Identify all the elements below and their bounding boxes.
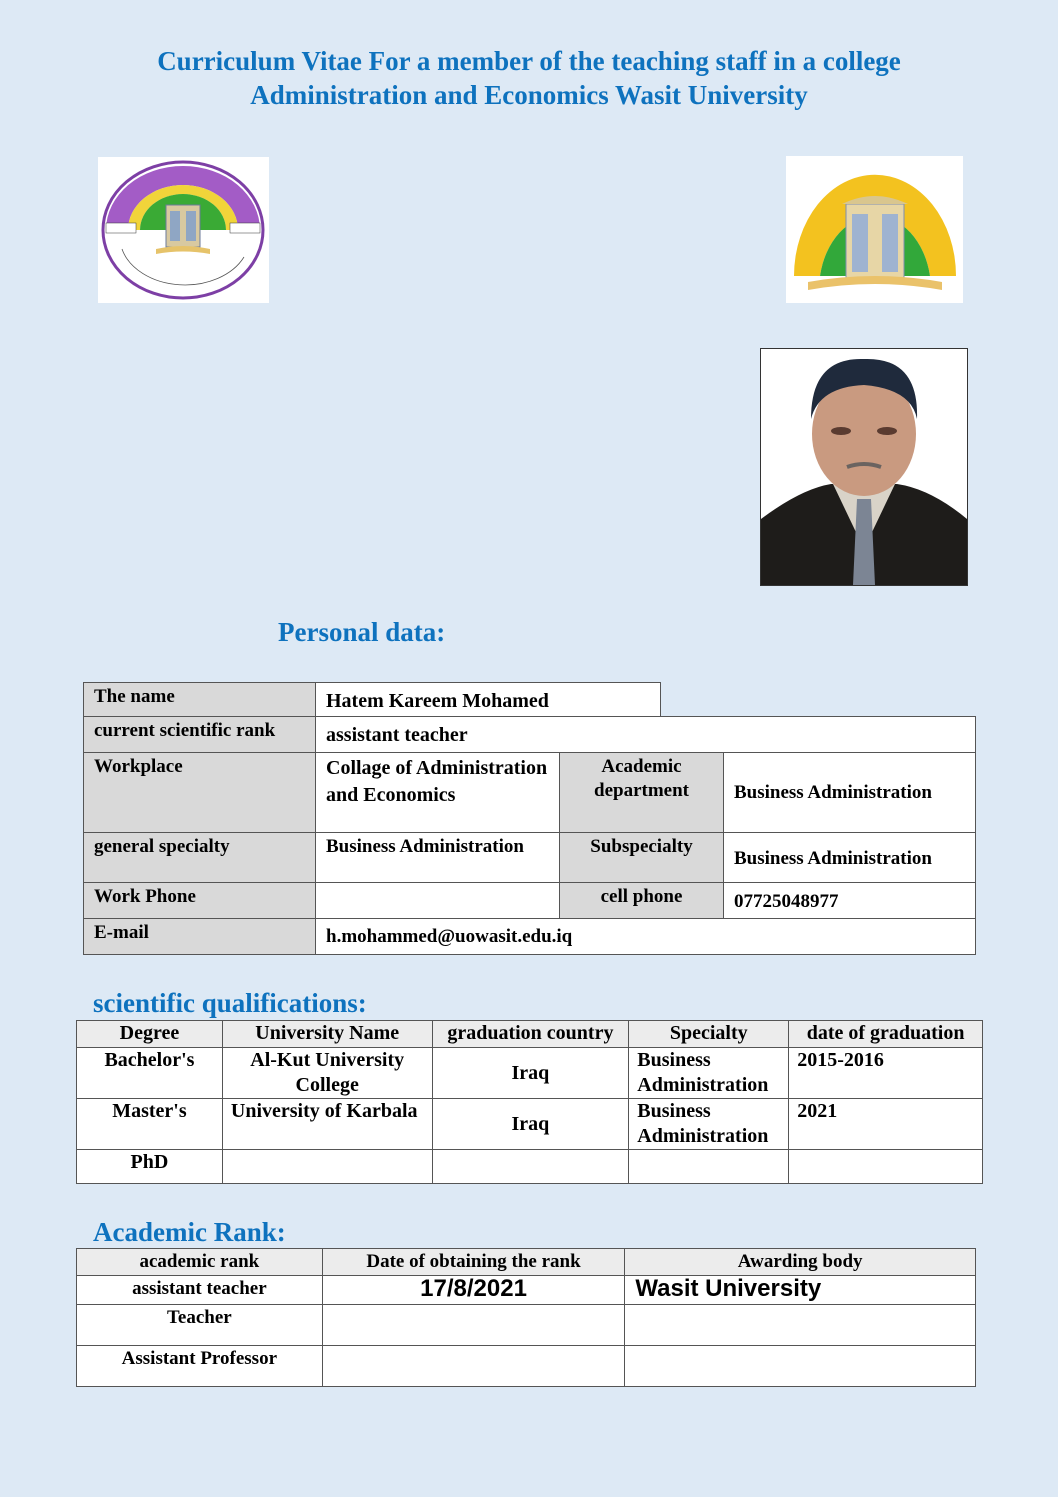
- qualifications-table: [76, 1020, 983, 1184]
- email-value: h.mohammed@uowasit.edu.iq: [315, 918, 976, 955]
- table-row: [77, 1305, 976, 1346]
- column-header-university: University Name: [222, 1021, 432, 1048]
- column-header-degree: Degree: [77, 1021, 223, 1048]
- rank-cell: Assistant Professor: [77, 1346, 323, 1387]
- degree-cell: Master's: [77, 1099, 223, 1150]
- column-header-rank-date: Date of obtaining the rank: [322, 1249, 625, 1276]
- workplace-value: Collage of Administration and Economics: [315, 752, 560, 833]
- table-row: [77, 1048, 983, 1099]
- document-title: [0, 44, 1058, 112]
- rank-cell: assistant teacher: [77, 1276, 323, 1305]
- specialty-cell: [629, 1150, 789, 1184]
- column-header-country: graduation country: [432, 1021, 629, 1048]
- title-line-1: Curriculum Vitae For a member of the teaching staff in a college: [157, 46, 901, 76]
- portrait-photo-icon: [760, 348, 968, 586]
- academic-department-label: Academic department: [559, 752, 724, 833]
- personal-data-heading: Personal data:: [278, 617, 446, 647]
- college-logo-icon: [98, 157, 269, 303]
- awarding-body-cell: [625, 1305, 976, 1346]
- academic-department-value: Business Administration: [723, 752, 976, 833]
- current-rank-label: current scientific rank: [83, 716, 316, 753]
- table-row: [77, 1346, 976, 1387]
- work-phone-value: [315, 882, 560, 919]
- subspecialty-label: Subspecialty: [559, 832, 724, 883]
- awarding-body-cell: Wasit University: [625, 1276, 976, 1305]
- date-cell: 2015-2016: [789, 1048, 983, 1099]
- university-cell: [222, 1150, 432, 1184]
- general-specialty-value: Business Administration: [315, 832, 560, 883]
- scientific-qualifications-heading: scientific qualifications:: [93, 988, 367, 1018]
- qualifications-header-row: [77, 1021, 983, 1048]
- country-cell: Iraq: [432, 1048, 629, 1099]
- university-cell: Al-Kut University College: [222, 1048, 432, 1099]
- rank-cell: Teacher: [77, 1305, 323, 1346]
- cell-phone-label: cell phone: [559, 882, 724, 919]
- workplace-label: Workplace: [83, 752, 316, 833]
- specialty-cell: Business Administration: [629, 1048, 789, 1099]
- rank-date-cell: [322, 1305, 625, 1346]
- awarding-body-cell: [625, 1346, 976, 1387]
- specialty-cell: Business Administration: [629, 1099, 789, 1150]
- general-specialty-label: general specialty: [83, 832, 316, 883]
- date-cell: 2021: [789, 1099, 983, 1150]
- academic-rank-heading: Academic Rank:: [93, 1217, 286, 1247]
- title-line-2: Administration and Economics Wasit University: [250, 80, 808, 110]
- degree-cell: Bachelor's: [77, 1048, 223, 1099]
- table-row: [77, 1276, 976, 1305]
- name-label: The name: [83, 682, 316, 717]
- email-label: E-mail: [83, 918, 316, 955]
- country-cell: [432, 1150, 629, 1184]
- column-header-awarding-body: Awarding body: [625, 1249, 976, 1276]
- rank-date-cell: [322, 1346, 625, 1387]
- cell-phone-value: 07725048977: [723, 882, 976, 919]
- column-header-date: date of graduation: [789, 1021, 983, 1048]
- date-cell: [789, 1150, 983, 1184]
- name-value: Hatem Kareem Mohamed: [315, 682, 661, 717]
- degree-cell: PhD: [77, 1150, 223, 1184]
- academic-rank-table: [76, 1248, 976, 1387]
- work-phone-label: Work Phone: [83, 882, 316, 919]
- current-rank-value: assistant teacher: [315, 716, 976, 753]
- rank-date-cell: 17/8/2021: [322, 1276, 625, 1305]
- university-cell: University of Karbala: [222, 1099, 432, 1150]
- country-cell: Iraq: [432, 1099, 629, 1150]
- academic-rank-header-row: [77, 1249, 976, 1276]
- column-header-rank: academic rank: [77, 1249, 323, 1276]
- table-row: [77, 1099, 983, 1150]
- wasit-university-logo-icon: [786, 156, 963, 303]
- column-header-specialty: Specialty: [629, 1021, 789, 1048]
- table-row: [77, 1150, 983, 1184]
- subspecialty-value: Business Administration: [723, 832, 976, 883]
